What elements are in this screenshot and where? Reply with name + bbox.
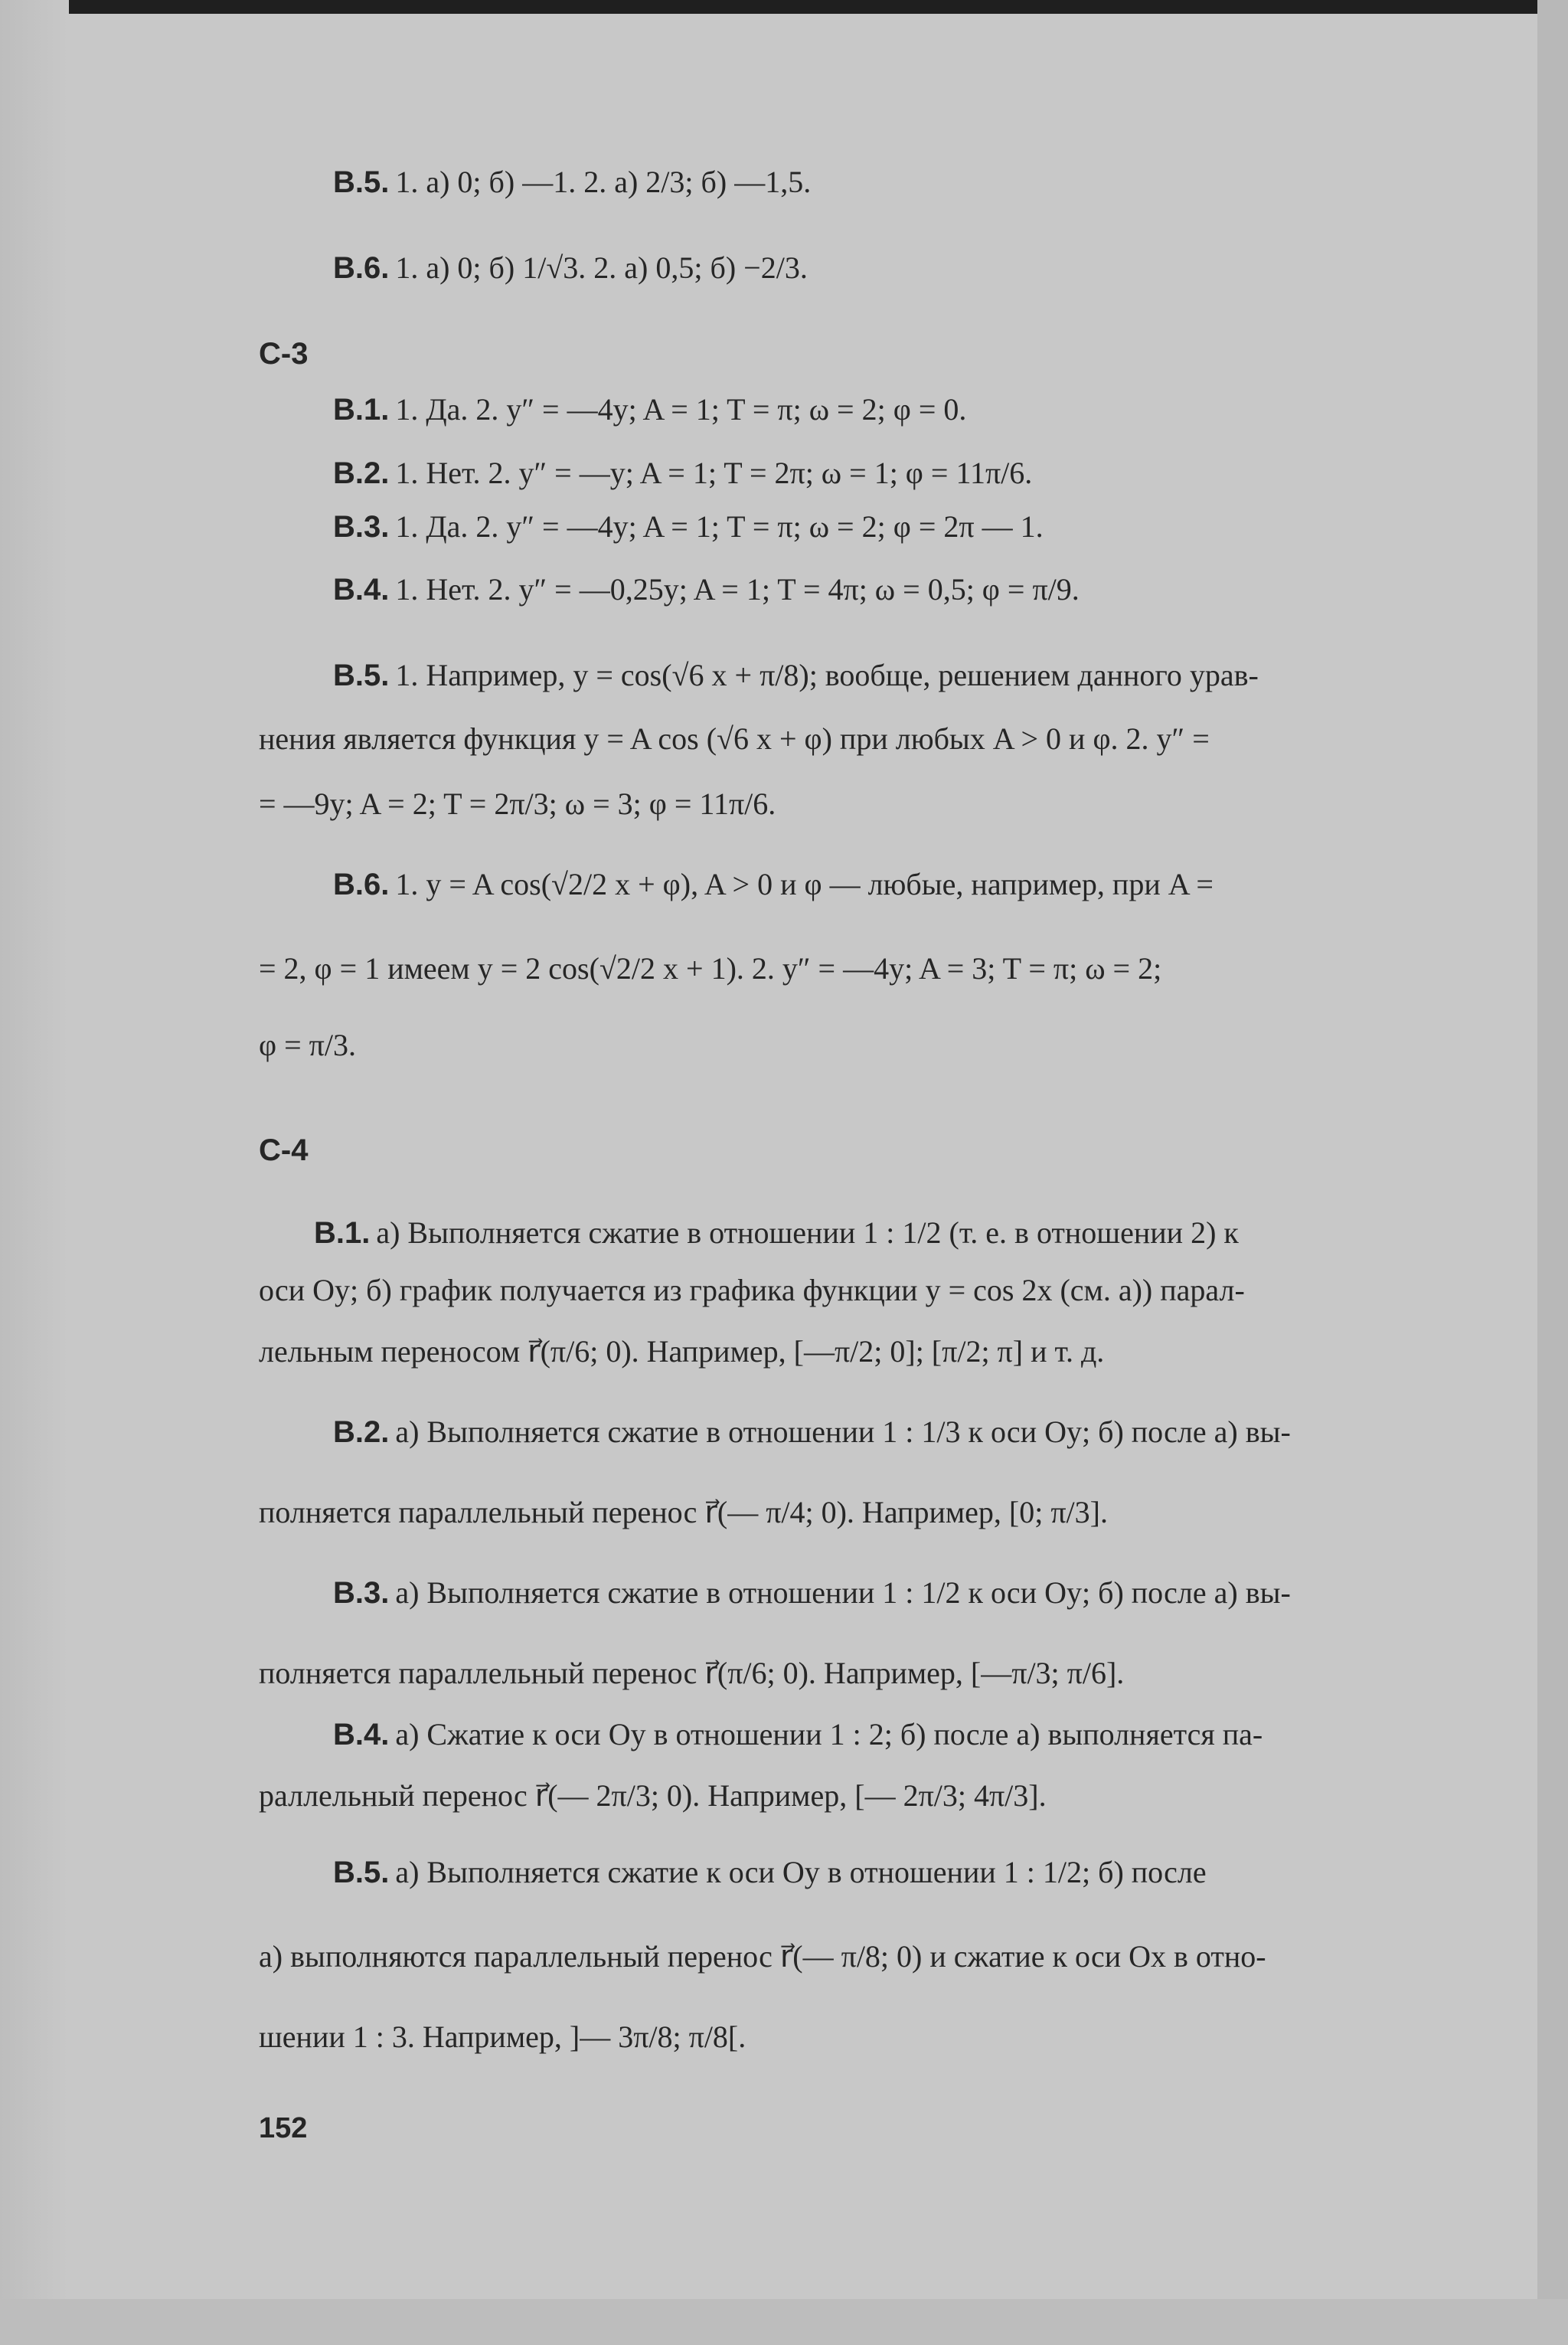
answer-text: полняется параллельный перенос r⃗(— π/4; 0). Например, [0; π/3].: [259, 1495, 1108, 1529]
answer-text: а) Выполняется сжатие в отношении 1 : 1/2 к оси Oy; б) после а) вы-: [395, 1575, 1291, 1610]
answer-line: [259, 721, 1210, 756]
answer-text: оси Oy; б) график получается из графика функции y = cos 2x (см. а)) парал-: [259, 1273, 1245, 1307]
answer-text: а) Сжатие к оси Oy в отношении 1 : 2; б) после а) выполняется па-: [395, 1717, 1263, 1751]
section-heading: С-4: [259, 1133, 309, 1167]
answer-label: В.3.: [333, 1576, 390, 1610]
answer-line: [259, 1658, 1124, 1689]
answer-line: [259, 1030, 356, 1061]
answer-line: [259, 789, 776, 819]
answer-label: В.5.: [333, 659, 390, 692]
answer-text: φ = π/3.: [259, 1028, 356, 1062]
answer-line: [259, 1941, 1266, 1972]
answer-line: [259, 953, 1161, 984]
answer-line: [259, 1778, 1047, 1813]
answer-label: В.1.: [314, 1216, 371, 1250]
answer-text: = —9y; A = 2; T = 2π/3; ω = 3; φ = 11π/6.: [259, 787, 776, 821]
answer-label: В.4.: [333, 573, 390, 607]
answer-text: 1. а) 0; б) 1/√3. 2. а) 0,5; б) −2/3.: [395, 250, 808, 285]
answer-line: [259, 1497, 1108, 1528]
answer-text: лельным переносом r⃗(π/6; 0). Например, [—π/2; 0]; [π/2; π] и т. д.: [259, 1334, 1105, 1369]
answer-text: а) Выполняется сжатие в отношении 1 : 1/2 (т. е. в отношении 2) к: [376, 1215, 1239, 1250]
scan-right-edge: [1537, 0, 1568, 2345]
answer-line: [259, 1336, 1104, 1367]
answer-label: В.2.: [333, 456, 390, 490]
answer-label: В.5.: [333, 1856, 390, 1889]
answer-line: [333, 250, 808, 285]
answer-line: [333, 1857, 1207, 1888]
answer-text: а) Выполняется сжатие в отношении 1 : 1/3 к оси Oy; б) после а) вы-: [395, 1415, 1291, 1449]
scan-bottom-edge: [0, 2299, 1568, 2345]
answer-line: [333, 509, 1044, 544]
answer-line: [259, 1275, 1245, 1306]
answer-text: 1. Нет. 2. y″ = —0,25y; A = 1; T = 4π; ω = 0,5; φ = π/9.: [395, 572, 1080, 607]
answer-line: [333, 1575, 1291, 1610]
scan-left-margin: [0, 0, 69, 2345]
answer-text: а) выполняются параллельный перенос r⃗(— π/8; 0) и сжатие к оси Ox в отно-: [259, 1939, 1266, 1974]
answer-text: а) Выполняется сжатие к оси Oy в отношении 1 : 1/2; б) после: [395, 1855, 1207, 1889]
answer-text: 1. а) 0; б) —1. 2. а) 2/3; б) —1,5.: [395, 165, 812, 199]
answer-text: нения является функция y = A cos (√6 x + φ) при любых A > 0 и φ. 2. y″ =: [259, 721, 1210, 756]
answer-label: В.6.: [333, 251, 390, 285]
answer-line: [333, 660, 1259, 691]
answer-label: В.6.: [333, 868, 390, 901]
answer-line: [333, 394, 966, 425]
answer-text: = 2, φ = 1 имеем y = 2 cos(√2/2 x + 1). 2. y″ = —4y; A = 3; T = π; ω = 2;: [259, 951, 1162, 986]
answer-line: [333, 1417, 1291, 1447]
section-heading: С-3: [259, 337, 309, 371]
answer-line: [259, 2022, 746, 2052]
answer-text: шении 1 : 3. Например, ]— 3π/8; π/8[.: [259, 2020, 746, 2054]
page-number: 152: [259, 2112, 308, 2144]
answer-line: [333, 869, 1214, 900]
answer-text: 1. Например, y = cos(√6 x + π/8); вообще, решением данного урав-: [395, 658, 1259, 692]
answer-text: полняется параллельный перенос r⃗(π/6; 0). Например, [—π/3; π/6].: [259, 1656, 1125, 1690]
answer-label: В.5.: [333, 165, 390, 199]
answer-line: [314, 1215, 1239, 1250]
answer-text: раллельный перенос r⃗(— 2π/3; 0). Например, [— 2π/3; 4π/3].: [259, 1778, 1047, 1813]
answer-label: В.2.: [333, 1415, 390, 1449]
answer-line: [333, 167, 811, 198]
answer-label: В.4.: [333, 1718, 390, 1751]
answer-text: 1. Да. 2. y″ = —4y; A = 1; T = π; ω = 2; φ = 0.: [395, 392, 967, 427]
scan-top-edge: [0, 0, 1568, 14]
answer-text: 1. y = A cos(√2/2 x + φ), A > 0 и φ — любые, например, при A =: [395, 867, 1214, 901]
answer-label: В.3.: [333, 510, 390, 544]
answer-text: 1. Да. 2. y″ = —4y; A = 1; T = π; ω = 2; φ = 2π — 1.: [395, 509, 1044, 544]
answer-line: [333, 458, 1032, 489]
answer-line: [333, 1719, 1263, 1750]
answer-line: [333, 574, 1080, 605]
answer-label: В.1.: [333, 393, 390, 427]
answer-text: 1. Нет. 2. y″ = —y; A = 1; T = 2π; ω = 1; φ = 11π/6.: [395, 456, 1033, 490]
